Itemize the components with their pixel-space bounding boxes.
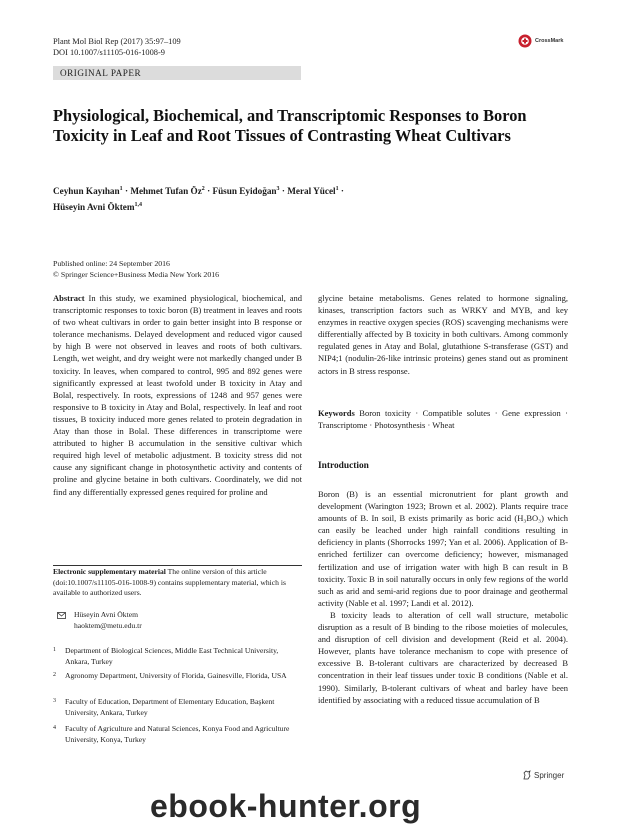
supplementary-note — [53, 565, 302, 599]
introduction-paragraph: Boron (B) is an essential micronutrient for plant growth and development (Warington 1923; Brown et al. 2002). Plants require trace amounts of B. In soil, B exists primarily as boric acid (H₃BO₃) which can easily be leached under high rainfall conditions resulting in deficiency in plants (Shorrocks 1997; Yan et al. 2006). Application of B-enriched fertilizer can overcome deficiency; however, mismanaged fertilization and use of irrigation water with high B can result in B toxicity. Toxic B in soil naturally occurs in only few regions of the world such as arid and semi-arid regions due to poor drainage and geothermal activity (Nable et al. 1997; Landi et al. 2012). — [318, 489, 568, 608]
author-affiliation: 1,4 — [134, 202, 143, 209]
abstract-text-left: In this study, we examined physiological, biochemical, and transcriptomic responses to toxic boron (B) treatment in leaves and roots of two wheat cultivars in order to gain better insight into B response or tolerance mechanisms. Delayed development and reduced vigor caused by high B were not observed in leaves and roots of both cultivars. Length, wet weight, and dry weight were not markedly changed under B toxicity. In leaves, when compared to control, 995 and 892 genes were significantly expressed at least twofold under B toxicity in Atay and Bolal, respectively. In roots, expressions of 1248 and 957 genes were responsive to B toxicity in Atay and Bolal, respectively. In leaf and root tissues, B toxicity induced more genes related to protein degradation in Atay than those in Bolal. These differences in transcriptome were attributed to higher B accumulation in the sensitive cultivar which required high level of metabolic adjustment. B toxicity stress did not cause any significant change in photosynthetic activity and contents of proline and glycine betaine in both cultivars. Coordinately, we did not find any differentially expressed genes required for proline and — [53, 293, 303, 497]
introduction-heading: Introduction — [318, 461, 369, 471]
abstract-left — [53, 292, 302, 498]
publisher-name: Springer — [534, 770, 565, 780]
author-affiliation: 3 — [276, 186, 280, 192]
affiliation-item — [53, 671, 302, 682]
crossmark-icon — [518, 34, 532, 48]
publisher-logo — [522, 770, 564, 780]
keywords-text: Boron toxicity · Compatible solutes · Gene expression · Transcriptome · Photosynthesis · Wheat — [318, 408, 568, 431]
supplementary-text: The online version of this article (doi:10.1007/s11105-016-1008-9) contains supplementary material, which is available to authorized users. — [53, 567, 286, 597]
crossmark-label: CrossMark — [535, 38, 564, 44]
affiliation-number: 4 — [53, 725, 56, 731]
abstract-heading: Abstract — [53, 293, 85, 303]
author-affiliation: 2 — [201, 186, 205, 192]
author-affiliation: 1 — [119, 186, 123, 192]
crossmark-badge[interactable] — [518, 34, 563, 48]
introduction-paragraph: B toxicity leads to alteration of cell wall structure, metabolic disruption as a result of B binding to the ribose moieties of molecules, and disruption of cell division and development (Reid et al. 2004). However, plants have tolerance mechanism to cope with presence of excessive B. B-tolerant cultivars are characterized by decreased B concentration in their leaf tissues under toxic B conditions (Nable et al. 1990). Similarly, B-tolerant cultivars of wheat and barley have been identified by associating with a reduced tissue accumulation of B — [318, 609, 568, 705]
supplementary-heading: Electronic supplementary material — [53, 567, 166, 576]
author-name[interactable]: Ceyhun Kayıhan — [53, 186, 120, 197]
publication-info — [53, 258, 219, 280]
correspondence-name: Hüseyin Avni Öktem — [74, 610, 138, 619]
section-label: ORIGINAL PAPER — [60, 68, 142, 78]
affiliation-number: 2 — [53, 672, 56, 678]
copyright-line: © Springer Science+Business Media New York 2016 — [53, 270, 220, 279]
author-name[interactable]: Füsun Eyidoğan — [212, 186, 277, 197]
affiliation-number: 3 — [53, 698, 56, 704]
journal-citation: Plant Mol Biol Rep (2017) 35:97–109 — [53, 37, 181, 46]
affiliation-number: 1 — [53, 647, 56, 653]
keywords — [318, 407, 568, 431]
affiliation-text: Faculty of Agriculture and Natural Sciences, Konya Food and Agriculture University, Konya, Turkey — [65, 724, 290, 744]
keywords-heading: Keywords — [318, 408, 355, 418]
affiliation-text: Agronomy Department, University of Florida, Gainesville, Florida, USA — [65, 671, 287, 680]
author-name[interactable]: Meral Yücel — [287, 186, 336, 197]
affiliation-item — [53, 646, 302, 667]
author-name[interactable]: Hüseyin Avni Öktem — [53, 202, 135, 213]
author-name[interactable]: Mehmet Tufan Öz — [130, 186, 202, 197]
affiliation-item — [53, 697, 302, 718]
correspondence-email[interactable]: haoktem@metu.edu.tr — [74, 620, 142, 630]
author-list: Ceyhun Kayıhan$^1$ · Mehmet Tufan $Öz^2$ · Füsun Eyidoğan$^3$ · Meral Yücel$^1$ · Hüseyin Avni Öktem$^{1,4}$ — [53, 186, 344, 213]
author-affiliation: 1 — [335, 186, 339, 192]
affiliation-item — [53, 724, 302, 745]
journal-doi: DOI 10.1007/s11105-016-1008-9 — [53, 48, 165, 57]
correspondence — [53, 610, 142, 631]
springer-horse-icon — [522, 770, 532, 780]
abstract-right: glycine betaine metabolisms. Genes related to hormone signaling, kinases, transcription factors such as WRKY and MYB, and key enzymes in reactive oxygen species (ROS) scavenging mechanisms were differentially affected by B toxicity in both cultivars. Among commonly regulated genes in Atay and Bolal, glutathione S-transferase (GST) and NIP4;1 (nodulin-26-like intrinsic proteins) genes stand out as prominent actors in B stress response. — [318, 293, 568, 376]
envelope-icon — [57, 612, 66, 619]
introduction-body — [318, 488, 568, 706]
published-date: Published online: 24 September 2016 — [53, 259, 170, 268]
paper-title: Physiological, Biochemical, and Transcriptomic Responses to Boron Toxicity in Leaf and Root Tissues of Contrasting Wheat Cultivars — [53, 106, 527, 145]
affiliation-text: Department of Biological Sciences, Middle East Technical University, Ankara, Turkey — [65, 646, 279, 666]
journal-header — [53, 36, 181, 58]
watermark: ebook-hunter.org — [150, 788, 422, 824]
affiliation-text: Faculty of Education, Department of Elementary Education, Başkent University, Ankara, Turkey — [65, 697, 275, 717]
